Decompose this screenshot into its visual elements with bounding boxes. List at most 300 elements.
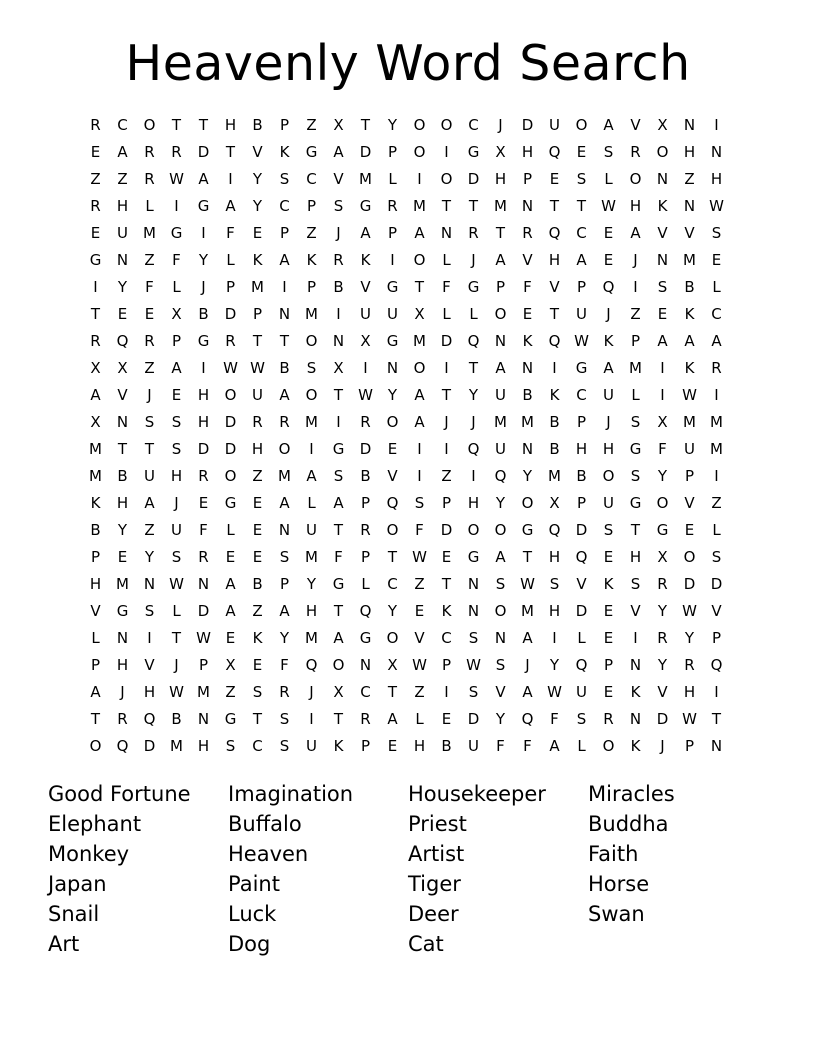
grid-letter[interactable]: H bbox=[629, 548, 642, 566]
grid-letter[interactable]: C bbox=[279, 197, 290, 215]
grid-letter[interactable]: Z bbox=[117, 170, 128, 188]
grid-letter[interactable]: O bbox=[305, 332, 318, 350]
grid-letter[interactable]: K bbox=[684, 305, 695, 323]
grid-letter[interactable]: I bbox=[714, 467, 719, 485]
grid-letter[interactable]: N bbox=[494, 629, 507, 647]
grid-letter[interactable]: W bbox=[169, 683, 184, 701]
grid-letter[interactable]: W bbox=[709, 197, 724, 215]
grid-letter[interactable]: Q bbox=[116, 737, 129, 755]
grid-letter[interactable]: F bbox=[172, 251, 181, 269]
grid-letter[interactable]: U bbox=[144, 467, 155, 485]
grid-letter[interactable]: E bbox=[225, 629, 236, 647]
grid-letter[interactable]: J bbox=[336, 224, 341, 242]
grid-letter[interactable]: O bbox=[413, 143, 426, 161]
grid-letter[interactable]: I bbox=[471, 467, 476, 485]
grid-letter[interactable]: O bbox=[656, 143, 669, 161]
grid-letter[interactable]: Q bbox=[305, 656, 318, 674]
grid-letter[interactable]: Q bbox=[710, 656, 723, 674]
grid-letter[interactable]: I bbox=[633, 278, 638, 296]
grid-letter[interactable]: J bbox=[471, 413, 476, 431]
grid-letter[interactable]: S bbox=[171, 440, 182, 458]
grid-letter[interactable]: Q bbox=[575, 656, 588, 674]
grid-letter[interactable]: D bbox=[710, 575, 723, 593]
grid-letter[interactable]: K bbox=[306, 251, 317, 269]
grid-letter[interactable]: T bbox=[117, 440, 128, 458]
grid-letter[interactable]: S bbox=[711, 548, 722, 566]
grid-letter[interactable]: P bbox=[603, 656, 614, 674]
grid-letter[interactable]: M bbox=[521, 413, 534, 431]
grid-letter[interactable]: M bbox=[143, 224, 156, 242]
grid-letter[interactable]: O bbox=[143, 116, 156, 134]
grid-letter[interactable]: U bbox=[684, 440, 695, 458]
grid-letter[interactable]: Y bbox=[495, 710, 506, 728]
grid-letter[interactable]: E bbox=[117, 548, 128, 566]
grid-letter[interactable]: L bbox=[577, 629, 586, 647]
grid-letter[interactable]: R bbox=[360, 710, 371, 728]
grid-letter[interactable]: P bbox=[171, 332, 182, 350]
grid-letter[interactable]: S bbox=[603, 521, 614, 539]
grid-letter[interactable]: Z bbox=[306, 224, 317, 242]
grid-letter[interactable]: I bbox=[660, 359, 665, 377]
grid-letter[interactable]: G bbox=[386, 278, 399, 296]
grid-letter[interactable]: P bbox=[684, 467, 695, 485]
grid-letter[interactable]: D bbox=[575, 521, 588, 539]
grid-letter[interactable]: T bbox=[576, 197, 587, 215]
grid-letter[interactable]: G bbox=[629, 494, 642, 512]
grid-letter[interactable]: M bbox=[521, 602, 534, 620]
grid-letter[interactable]: N bbox=[197, 575, 210, 593]
grid-letter[interactable]: T bbox=[144, 440, 155, 458]
grid-letter[interactable]: U bbox=[468, 737, 479, 755]
grid-letter[interactable]: S bbox=[306, 359, 317, 377]
grid-letter[interactable]: W bbox=[412, 656, 427, 674]
grid-letter[interactable]: T bbox=[333, 602, 344, 620]
grid-letter[interactable]: U bbox=[306, 521, 317, 539]
grid-letter[interactable]: N bbox=[656, 251, 669, 269]
grid-letter[interactable]: F bbox=[145, 278, 154, 296]
grid-letter[interactable]: L bbox=[442, 305, 451, 323]
grid-letter[interactable]: N bbox=[332, 332, 345, 350]
grid-letter[interactable]: Z bbox=[414, 575, 425, 593]
grid-letter[interactable]: A bbox=[360, 224, 371, 242]
grid-letter[interactable]: V bbox=[657, 683, 668, 701]
grid-letter[interactable]: P bbox=[360, 548, 371, 566]
grid-letter[interactable]: X bbox=[360, 332, 371, 350]
grid-letter[interactable]: B bbox=[117, 467, 128, 485]
grid-letter[interactable]: O bbox=[683, 548, 696, 566]
grid-letter[interactable]: V bbox=[144, 656, 155, 674]
grid-letter[interactable]: D bbox=[143, 737, 156, 755]
grid-letter[interactable]: I bbox=[228, 170, 233, 188]
grid-letter[interactable]: I bbox=[444, 440, 449, 458]
grid-letter[interactable]: V bbox=[117, 386, 128, 404]
grid-letter[interactable]: C bbox=[711, 305, 722, 323]
grid-letter[interactable]: I bbox=[444, 683, 449, 701]
grid-letter[interactable]: P bbox=[441, 494, 452, 512]
grid-letter[interactable]: H bbox=[602, 440, 615, 458]
grid-letter[interactable]: H bbox=[629, 197, 642, 215]
grid-letter[interactable]: G bbox=[197, 197, 210, 215]
grid-letter[interactable]: G bbox=[89, 251, 102, 269]
grid-letter[interactable]: H bbox=[521, 143, 534, 161]
grid-letter[interactable]: J bbox=[174, 494, 179, 512]
grid-letter[interactable]: P bbox=[522, 170, 533, 188]
grid-letter[interactable]: S bbox=[576, 170, 587, 188]
grid-letter[interactable]: G bbox=[521, 521, 534, 539]
grid-letter[interactable]: G bbox=[224, 710, 237, 728]
grid-letter[interactable]: E bbox=[711, 251, 722, 269]
grid-letter[interactable]: I bbox=[147, 629, 152, 647]
grid-letter[interactable]: Y bbox=[252, 197, 263, 215]
grid-letter[interactable]: P bbox=[90, 548, 101, 566]
grid-letter[interactable]: I bbox=[660, 386, 665, 404]
grid-letter[interactable]: D bbox=[467, 710, 480, 728]
grid-letter[interactable]: S bbox=[495, 575, 506, 593]
grid-letter[interactable]: C bbox=[468, 116, 479, 134]
grid-letter[interactable]: I bbox=[93, 278, 98, 296]
grid-letter[interactable]: K bbox=[441, 602, 452, 620]
grid-letter[interactable]: H bbox=[575, 440, 588, 458]
grid-letter[interactable]: Q bbox=[467, 332, 480, 350]
grid-letter[interactable]: Q bbox=[521, 710, 534, 728]
grid-letter[interactable]: A bbox=[414, 224, 425, 242]
grid-letter[interactable]: H bbox=[683, 683, 696, 701]
grid-letter[interactable]: N bbox=[710, 143, 723, 161]
grid-letter[interactable]: Q bbox=[548, 224, 561, 242]
grid-letter[interactable]: M bbox=[278, 467, 291, 485]
grid-letter[interactable]: D bbox=[197, 440, 210, 458]
grid-letter[interactable]: T bbox=[711, 710, 722, 728]
grid-letter[interactable]: O bbox=[305, 386, 318, 404]
grid-letter[interactable]: I bbox=[633, 629, 638, 647]
grid-letter[interactable]: P bbox=[306, 278, 317, 296]
grid-letter[interactable]: L bbox=[388, 170, 397, 188]
grid-letter[interactable]: F bbox=[523, 278, 532, 296]
grid-letter[interactable]: B bbox=[171, 710, 182, 728]
grid-letter[interactable]: H bbox=[89, 575, 102, 593]
grid-letter[interactable]: D bbox=[359, 143, 372, 161]
grid-letter[interactable]: I bbox=[714, 683, 719, 701]
grid-letter[interactable]: E bbox=[603, 629, 614, 647]
grid-letter[interactable]: D bbox=[224, 440, 237, 458]
grid-letter[interactable]: N bbox=[467, 575, 480, 593]
grid-letter[interactable]: J bbox=[201, 278, 206, 296]
grid-letter[interactable]: W bbox=[169, 170, 184, 188]
grid-letter[interactable]: O bbox=[656, 494, 669, 512]
grid-letter[interactable]: F bbox=[523, 737, 532, 755]
grid-letter[interactable]: S bbox=[603, 143, 614, 161]
grid-letter[interactable]: S bbox=[549, 575, 560, 593]
grid-letter[interactable]: G bbox=[332, 440, 345, 458]
grid-letter[interactable]: Z bbox=[414, 683, 425, 701]
grid-letter[interactable]: J bbox=[525, 656, 530, 674]
grid-letter[interactable]: H bbox=[305, 602, 318, 620]
grid-letter[interactable]: S bbox=[630, 467, 641, 485]
grid-letter[interactable]: S bbox=[468, 629, 479, 647]
grid-letter[interactable]: A bbox=[522, 629, 533, 647]
grid-letter[interactable]: P bbox=[252, 305, 263, 323]
grid-letter[interactable]: A bbox=[90, 386, 101, 404]
grid-letter[interactable]: U bbox=[576, 305, 587, 323]
grid-letter[interactable]: D bbox=[440, 332, 453, 350]
grid-letter[interactable]: R bbox=[252, 413, 263, 431]
grid-letter[interactable]: X bbox=[171, 305, 182, 323]
grid-letter[interactable]: A bbox=[495, 251, 506, 269]
grid-letter[interactable]: X bbox=[117, 359, 128, 377]
grid-letter[interactable]: B bbox=[684, 278, 695, 296]
grid-letter[interactable]: R bbox=[522, 224, 533, 242]
grid-letter[interactable]: E bbox=[522, 305, 533, 323]
grid-letter[interactable]: O bbox=[224, 386, 237, 404]
grid-letter[interactable]: T bbox=[441, 575, 452, 593]
grid-letter[interactable]: X bbox=[333, 116, 344, 134]
grid-letter[interactable]: K bbox=[630, 683, 641, 701]
grid-letter[interactable]: I bbox=[417, 467, 422, 485]
grid-letter[interactable]: E bbox=[603, 602, 614, 620]
grid-letter[interactable]: K bbox=[360, 251, 371, 269]
grid-letter[interactable]: J bbox=[606, 305, 611, 323]
grid-letter[interactable]: H bbox=[197, 737, 210, 755]
grid-letter[interactable]: N bbox=[521, 440, 534, 458]
grid-letter[interactable]: L bbox=[469, 305, 478, 323]
grid-letter[interactable]: K bbox=[549, 386, 560, 404]
grid-letter[interactable]: V bbox=[684, 494, 695, 512]
grid-letter[interactable]: X bbox=[225, 656, 236, 674]
grid-letter[interactable]: V bbox=[549, 278, 560, 296]
grid-letter[interactable]: R bbox=[90, 332, 101, 350]
grid-letter[interactable]: N bbox=[116, 629, 129, 647]
grid-letter[interactable]: Y bbox=[657, 467, 668, 485]
grid-letter[interactable]: A bbox=[333, 143, 344, 161]
grid-letter[interactable]: M bbox=[251, 278, 264, 296]
grid-letter[interactable]: I bbox=[201, 359, 206, 377]
grid-letter[interactable]: O bbox=[413, 251, 426, 269]
grid-letter[interactable]: D bbox=[224, 413, 237, 431]
grid-letter[interactable]: O bbox=[467, 521, 480, 539]
grid-letter[interactable]: S bbox=[630, 413, 641, 431]
grid-letter[interactable]: L bbox=[415, 710, 424, 728]
grid-letter[interactable]: M bbox=[305, 548, 318, 566]
grid-letter[interactable]: L bbox=[712, 521, 721, 539]
grid-letter[interactable]: R bbox=[333, 251, 344, 269]
grid-letter[interactable]: E bbox=[252, 656, 263, 674]
grid-letter[interactable]: O bbox=[494, 521, 507, 539]
grid-letter[interactable]: T bbox=[171, 116, 182, 134]
grid-letter[interactable]: R bbox=[225, 332, 236, 350]
grid-letter[interactable]: M bbox=[413, 197, 426, 215]
grid-letter[interactable]: I bbox=[363, 359, 368, 377]
grid-letter[interactable]: Y bbox=[387, 386, 398, 404]
grid-letter[interactable]: W bbox=[682, 602, 697, 620]
grid-letter[interactable]: F bbox=[415, 521, 424, 539]
grid-letter[interactable]: A bbox=[414, 386, 425, 404]
grid-letter[interactable]: R bbox=[198, 548, 209, 566]
grid-letter[interactable]: Y bbox=[387, 602, 398, 620]
grid-letter[interactable]: E bbox=[603, 224, 614, 242]
grid-letter[interactable]: A bbox=[414, 413, 425, 431]
grid-letter[interactable]: I bbox=[714, 386, 719, 404]
grid-letter[interactable]: B bbox=[576, 467, 587, 485]
grid-letter[interactable]: K bbox=[684, 359, 695, 377]
grid-letter[interactable]: K bbox=[603, 575, 614, 593]
grid-letter[interactable]: H bbox=[548, 251, 561, 269]
grid-letter[interactable]: R bbox=[630, 143, 641, 161]
grid-letter[interactable]: O bbox=[278, 440, 291, 458]
grid-letter[interactable]: F bbox=[226, 224, 235, 242]
grid-letter[interactable]: B bbox=[333, 278, 344, 296]
grid-letter[interactable]: Y bbox=[279, 629, 290, 647]
grid-letter[interactable]: R bbox=[711, 359, 722, 377]
grid-letter[interactable]: I bbox=[552, 629, 557, 647]
grid-letter[interactable]: X bbox=[333, 683, 344, 701]
grid-letter[interactable]: S bbox=[495, 656, 506, 674]
grid-letter[interactable]: E bbox=[198, 494, 209, 512]
grid-letter[interactable]: U bbox=[360, 305, 371, 323]
grid-letter[interactable]: X bbox=[495, 143, 506, 161]
grid-letter[interactable]: T bbox=[252, 332, 263, 350]
grid-letter[interactable]: E bbox=[657, 305, 668, 323]
grid-letter[interactable]: Y bbox=[117, 278, 128, 296]
grid-letter[interactable]: Z bbox=[225, 683, 236, 701]
grid-letter[interactable]: E bbox=[387, 737, 398, 755]
grid-letter[interactable]: Y bbox=[198, 251, 209, 269]
grid-letter[interactable]: C bbox=[117, 116, 128, 134]
grid-letter[interactable]: V bbox=[414, 629, 425, 647]
grid-letter[interactable]: A bbox=[387, 710, 398, 728]
grid-letter[interactable]: R bbox=[360, 521, 371, 539]
grid-letter[interactable]: G bbox=[467, 548, 480, 566]
grid-letter[interactable]: Y bbox=[252, 170, 263, 188]
grid-letter[interactable]: P bbox=[441, 656, 452, 674]
grid-letter[interactable]: I bbox=[309, 710, 314, 728]
grid-letter[interactable]: X bbox=[657, 116, 668, 134]
grid-letter[interactable]: U bbox=[171, 521, 182, 539]
grid-letter[interactable]: H bbox=[197, 413, 210, 431]
grid-letter[interactable]: M bbox=[494, 197, 507, 215]
grid-letter[interactable]: C bbox=[576, 386, 587, 404]
grid-letter[interactable]: Z bbox=[630, 305, 641, 323]
grid-letter[interactable]: E bbox=[549, 170, 560, 188]
grid-letter[interactable]: X bbox=[90, 359, 101, 377]
grid-letter[interactable]: S bbox=[711, 224, 722, 242]
grid-letter[interactable]: B bbox=[549, 440, 560, 458]
grid-letter[interactable]: R bbox=[144, 332, 155, 350]
grid-letter[interactable]: I bbox=[444, 143, 449, 161]
grid-letter[interactable]: S bbox=[144, 413, 155, 431]
grid-letter[interactable]: J bbox=[309, 683, 314, 701]
grid-letter[interactable]: C bbox=[306, 170, 317, 188]
grid-letter[interactable]: E bbox=[387, 440, 398, 458]
grid-letter[interactable]: P bbox=[360, 737, 371, 755]
grid-letter[interactable]: T bbox=[630, 521, 641, 539]
grid-letter[interactable]: N bbox=[521, 359, 534, 377]
grid-letter[interactable]: H bbox=[197, 386, 210, 404]
grid-letter[interactable]: I bbox=[417, 440, 422, 458]
grid-letter[interactable]: R bbox=[144, 170, 155, 188]
grid-letter[interactable]: W bbox=[682, 386, 697, 404]
grid-letter[interactable]: R bbox=[468, 224, 479, 242]
grid-letter[interactable]: S bbox=[279, 710, 290, 728]
grid-letter[interactable]: A bbox=[279, 386, 290, 404]
grid-letter[interactable]: S bbox=[657, 278, 668, 296]
grid-letter[interactable]: E bbox=[90, 224, 101, 242]
grid-letter[interactable]: X bbox=[549, 494, 560, 512]
grid-letter[interactable]: B bbox=[441, 737, 452, 755]
grid-letter[interactable]: O bbox=[89, 737, 102, 755]
grid-letter[interactable]: A bbox=[144, 494, 155, 512]
grid-letter[interactable]: G bbox=[656, 521, 669, 539]
grid-letter[interactable]: G bbox=[170, 224, 183, 242]
grid-letter[interactable]: O bbox=[440, 116, 453, 134]
grid-letter[interactable]: V bbox=[657, 224, 668, 242]
grid-letter[interactable]: P bbox=[684, 737, 695, 755]
grid-letter[interactable]: S bbox=[414, 494, 425, 512]
grid-letter[interactable]: C bbox=[441, 629, 452, 647]
grid-letter[interactable]: O bbox=[521, 494, 534, 512]
grid-letter[interactable]: A bbox=[333, 629, 344, 647]
grid-letter[interactable]: K bbox=[603, 332, 614, 350]
grid-letter[interactable]: M bbox=[683, 413, 696, 431]
grid-letter[interactable]: U bbox=[495, 440, 506, 458]
grid-letter[interactable]: M bbox=[305, 305, 318, 323]
grid-letter[interactable]: L bbox=[631, 386, 640, 404]
grid-letter[interactable]: H bbox=[143, 683, 156, 701]
grid-letter[interactable]: P bbox=[90, 656, 101, 674]
grid-letter[interactable]: A bbox=[603, 359, 614, 377]
grid-letter[interactable]: W bbox=[169, 575, 184, 593]
grid-letter[interactable]: G bbox=[116, 602, 129, 620]
grid-letter[interactable]: R bbox=[90, 197, 101, 215]
grid-letter[interactable]: V bbox=[684, 224, 695, 242]
grid-letter[interactable]: D bbox=[359, 440, 372, 458]
grid-letter[interactable]: G bbox=[305, 143, 318, 161]
grid-letter[interactable]: I bbox=[552, 359, 557, 377]
grid-letter[interactable]: W bbox=[682, 710, 697, 728]
grid-letter[interactable]: Y bbox=[468, 386, 479, 404]
grid-letter[interactable]: K bbox=[279, 143, 290, 161]
grid-letter[interactable]: L bbox=[172, 602, 181, 620]
grid-letter[interactable]: G bbox=[197, 332, 210, 350]
grid-letter[interactable]: P bbox=[225, 278, 236, 296]
grid-letter[interactable]: Q bbox=[116, 332, 129, 350]
grid-letter[interactable]: U bbox=[549, 116, 560, 134]
grid-letter[interactable]: H bbox=[683, 143, 696, 161]
grid-letter[interactable]: K bbox=[90, 494, 101, 512]
grid-letter[interactable]: M bbox=[710, 413, 723, 431]
grid-letter[interactable]: L bbox=[226, 521, 235, 539]
grid-letter[interactable]: M bbox=[197, 683, 210, 701]
grid-letter[interactable]: X bbox=[90, 413, 101, 431]
grid-letter[interactable]: Z bbox=[306, 116, 317, 134]
grid-letter[interactable]: S bbox=[279, 737, 290, 755]
grid-letter[interactable]: O bbox=[386, 413, 399, 431]
grid-letter[interactable]: W bbox=[412, 548, 427, 566]
grid-letter[interactable]: G bbox=[332, 575, 345, 593]
grid-letter[interactable]: E bbox=[603, 251, 614, 269]
grid-letter[interactable]: G bbox=[467, 143, 480, 161]
grid-letter[interactable]: M bbox=[170, 737, 183, 755]
grid-letter[interactable]: P bbox=[576, 494, 587, 512]
grid-letter[interactable]: N bbox=[440, 224, 453, 242]
grid-letter[interactable]: B bbox=[252, 575, 263, 593]
grid-letter[interactable]: A bbox=[306, 467, 317, 485]
grid-letter[interactable]: Q bbox=[575, 548, 588, 566]
grid-letter[interactable]: C bbox=[252, 737, 263, 755]
grid-letter[interactable]: H bbox=[494, 170, 507, 188]
grid-letter[interactable]: O bbox=[494, 305, 507, 323]
grid-letter[interactable]: M bbox=[629, 359, 642, 377]
grid-letter[interactable]: L bbox=[226, 251, 235, 269]
